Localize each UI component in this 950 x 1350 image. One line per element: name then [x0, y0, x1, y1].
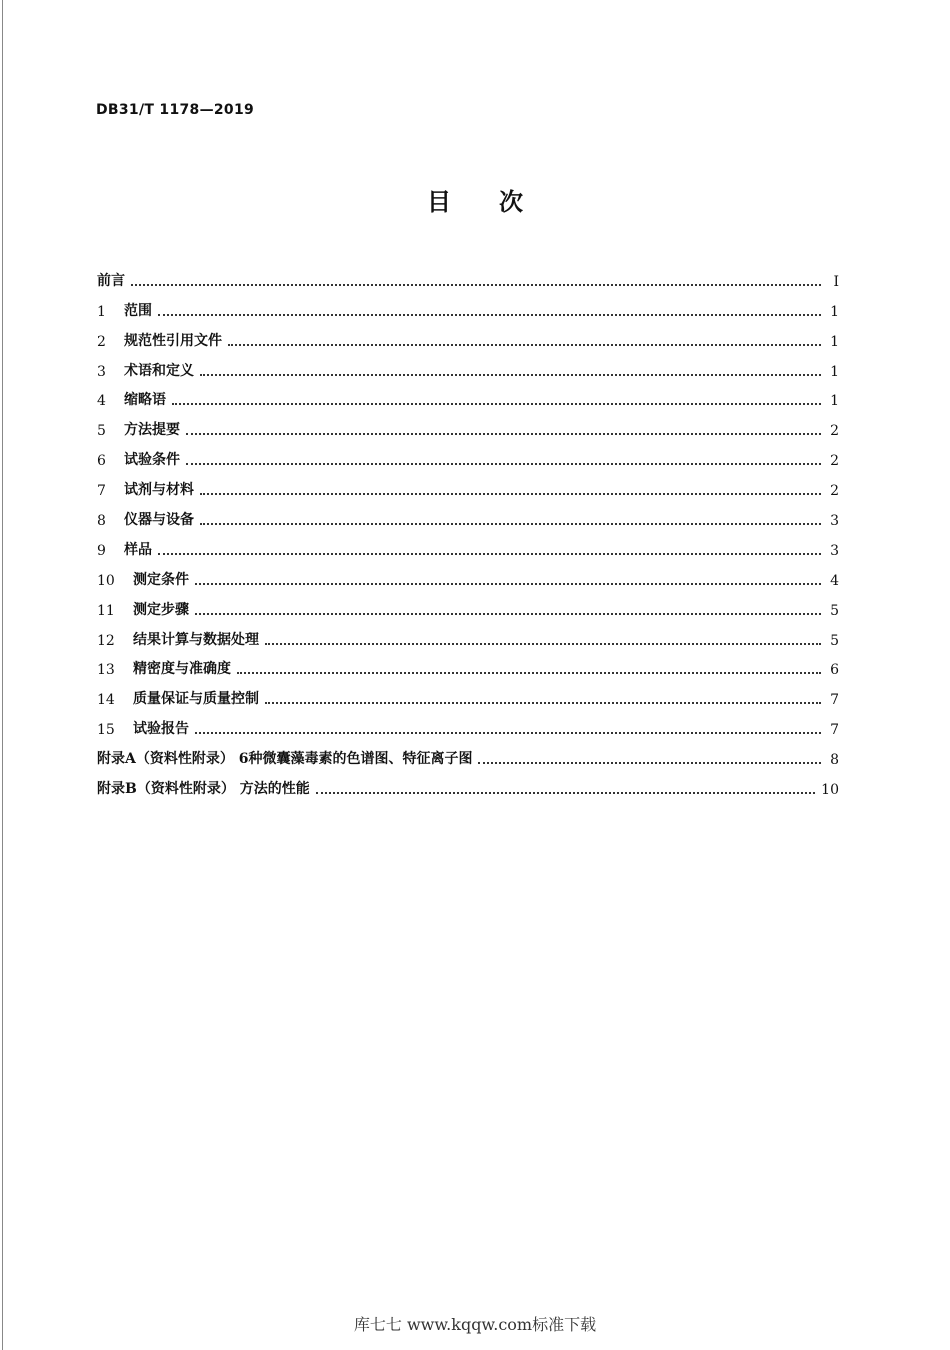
toc-dot-leader: [228, 332, 821, 346]
toc-entry-label: 试验条件: [124, 452, 180, 469]
toc-entry-page: 1: [830, 393, 839, 410]
toc-dot-leader: [200, 481, 821, 495]
toc-entry[interactable]: [97, 768, 839, 798]
toc-entry-label: 术语和定义: [124, 362, 194, 379]
toc-entry-page: 5: [830, 632, 839, 649]
toc-entry-page: 1: [830, 363, 839, 380]
toc-entry-label: 前言: [97, 272, 125, 289]
toc-entry[interactable]: [97, 469, 839, 499]
toc-entry-number: 1: [97, 303, 106, 320]
toc-entry-label: 规范性引用文件: [124, 332, 222, 349]
document-code: DB31/T 1178—2019: [96, 102, 255, 118]
toc-entry-label: 样品: [124, 541, 152, 558]
toc-entry-label: 附录B（资料性附录） 方法的性能: [97, 781, 310, 798]
toc-dot-leader: [478, 750, 821, 764]
toc-entry-page: 4: [830, 572, 839, 589]
toc-entry-number: 8: [97, 513, 106, 530]
toc-entry-number: 10: [97, 572, 115, 589]
toc-dot-leader: [316, 780, 815, 794]
toc-entry-page: 2: [830, 453, 839, 470]
toc-dot-leader: [158, 302, 821, 316]
toc-entry-label: 测定条件: [133, 571, 189, 588]
toc-entry-number: 4: [97, 393, 106, 410]
toc-entry[interactable]: [97, 738, 839, 768]
toc-entry-number: 7: [97, 483, 106, 500]
toc-dot-leader: [200, 362, 821, 376]
toc-entry-label: 缩略语: [124, 392, 166, 409]
toc-entry-page: 8: [830, 752, 839, 769]
toc-dot-leader: [195, 720, 821, 734]
toc-dot-leader: [131, 272, 821, 286]
toc-entry-page: 6: [830, 662, 839, 679]
toc-dot-leader: [186, 451, 821, 465]
toc-entry-number: 5: [97, 423, 106, 440]
toc-entry-label: 试验报告: [133, 721, 189, 738]
toc-entry[interactable]: [97, 619, 839, 649]
toc-entry-page: 2: [830, 423, 839, 440]
page-title-text: 目次: [427, 188, 571, 216]
toc-dot-leader: [265, 631, 821, 645]
toc-entry[interactable]: [97, 499, 839, 529]
toc-dot-leader: [195, 571, 821, 585]
toc-entry-page: 2: [830, 483, 839, 500]
toc-entry-number: 9: [97, 542, 106, 559]
toc-entry-page: 1: [830, 303, 839, 320]
toc-entry-label: 结果计算与数据处理: [133, 631, 259, 648]
toc-entry-number: 12: [97, 632, 115, 649]
toc-entry[interactable]: [97, 708, 839, 738]
toc-entry-label: 方法提要: [124, 422, 180, 439]
table-of-contents: [97, 260, 839, 798]
toc-entry[interactable]: [97, 350, 839, 380]
toc-dot-leader: [186, 421, 821, 435]
toc-entry[interactable]: [97, 678, 839, 708]
toc-dot-leader: [172, 391, 821, 405]
page-title: [0, 182, 950, 217]
toc-entry[interactable]: [97, 320, 839, 350]
toc-dot-leader: [158, 541, 821, 555]
toc-entry-page: I: [833, 273, 839, 290]
toc-entry-page: 1: [830, 333, 839, 350]
toc-entry-number: 2: [97, 333, 106, 350]
toc-entry[interactable]: [97, 649, 839, 679]
toc-entry[interactable]: [97, 290, 839, 320]
toc-entry[interactable]: [97, 409, 839, 439]
toc-entry-label: 仪器与设备: [124, 512, 194, 529]
toc-entry[interactable]: [97, 260, 839, 290]
toc-entry[interactable]: [97, 589, 839, 619]
toc-entry-page: 5: [830, 602, 839, 619]
toc-entry-label: 质量保证与质量控制: [133, 691, 259, 708]
toc-dot-leader: [200, 511, 821, 525]
toc-entry[interactable]: [97, 439, 839, 469]
toc-entry-number: 11: [97, 602, 115, 619]
toc-entry-label: 测定步骤: [133, 601, 189, 618]
toc-entry-number: 3: [97, 363, 106, 380]
toc-entry-label: 附录A（资料性附录） 6种微囊藻毒素的色谱图、特征离子图: [97, 751, 473, 768]
toc-entry-number: 6: [97, 453, 106, 470]
toc-entry-page: 10: [821, 782, 839, 799]
toc-entry[interactable]: [97, 529, 839, 559]
toc-entry-page: 3: [830, 513, 839, 530]
toc-entry-label: 范围: [124, 302, 152, 319]
toc-dot-leader: [237, 660, 821, 674]
toc-entry-page: 3: [830, 542, 839, 559]
toc-entry-page: 7: [830, 692, 839, 709]
toc-entry-page: 7: [830, 722, 839, 739]
toc-entry-label: 试剂与材料: [124, 482, 194, 499]
toc-entry-number: 14: [97, 692, 115, 709]
toc-dot-leader: [195, 601, 821, 615]
toc-dot-leader: [265, 690, 821, 704]
toc-entry-number: 13: [97, 662, 115, 679]
toc-entry-label: 精密度与准确度: [133, 661, 231, 678]
footer-watermark: 库七七 www.kqqw.com标准下载: [353, 1315, 597, 1334]
toc-entry[interactable]: [97, 559, 839, 589]
toc-entry[interactable]: [97, 380, 839, 410]
toc-entry-number: 15: [97, 722, 115, 739]
